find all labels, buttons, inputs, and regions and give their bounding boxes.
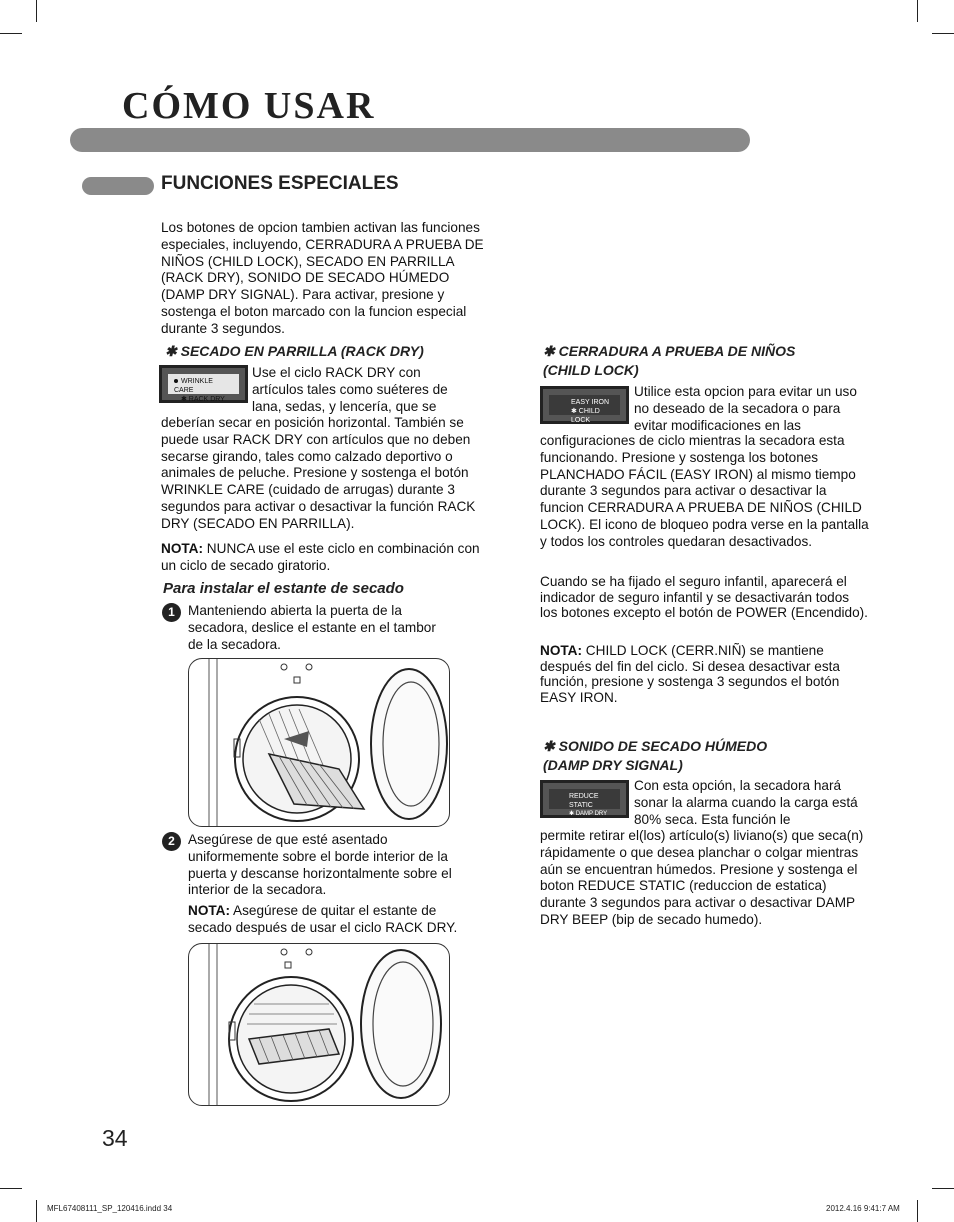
crop-mark: [917, 0, 918, 22]
install-heading: Para instalar el estante de secado: [163, 580, 404, 597]
section-title: FUNCIONES ESPECIALES: [161, 173, 399, 194]
child-lock-note: [540, 643, 870, 705]
note-text: Asegúrese de quitar el estante de secado después de usar el ciclo RACK DRY.: [188, 903, 458, 935]
page-title: CÓMO USAR: [122, 85, 376, 127]
crop-mark: [932, 1188, 954, 1189]
page-number: 34: [102, 1125, 128, 1151]
child-lock-heading-line2: (CHILD LOCK): [543, 362, 639, 378]
crop-mark: [0, 33, 22, 34]
easy-iron-panel-image: [540, 386, 629, 424]
rack-dry-heading: ✱ SECADO EN PARRILLA (RACK DRY): [165, 343, 424, 359]
note-label: NOTA:: [188, 903, 231, 918]
crop-mark: [932, 33, 954, 34]
child-lock-heading: [543, 342, 873, 380]
dryer-rack-illustration-1: [188, 658, 450, 827]
header-bar: [70, 128, 750, 152]
rack-dry-note: [161, 541, 491, 575]
reduce-static-panel-image: [540, 780, 629, 826]
panel-sublabel: ✱ CHILD LOCK: [571, 408, 600, 424]
install-note: [188, 903, 480, 937]
note-label: NOTA:: [161, 541, 204, 556]
note-text: NUNCA use el este ciclo en combinación con un ciclo de secado giratorio.: [161, 541, 480, 573]
intro-paragraph: Los botones de opcion tambien activan las funciones especiales, incluyendo, CERRADURA A PRUEBA DE NIÑOS (CHILD LOCK), SECADO EN PARRILLA (RACK DRY), SONIDO DE SECADO HÚMEDO (DAMP DRY SIGNAL). Para activar, presione y sostenga el boton marcado con la funcion especial durante 3 segundos.: [161, 220, 484, 336]
step-1-text: Manteniendo abierta la puerta de la secadora, deslice el estante en el tambor de la secadora.: [188, 603, 436, 652]
damp-dry-text: Con esta opción, la secadora hará sonar la alarma cuando la carga está 80% seca. Esta función le: [634, 778, 858, 827]
panel-label: WRINKLE CARE: [174, 378, 213, 394]
panel-label: EASY IRON: [571, 399, 609, 406]
dryer-rack-illustration-2: [188, 943, 450, 1106]
panel-sublabel: ✱ DAMP DRY SIGNAL: [569, 811, 608, 826]
step-2-text: Asegúrese de que esté asentado uniformemente sobre el borde interior de la puerta y descanse horizontalmente sobre el interior de la secadora.: [188, 832, 452, 898]
note-text: CHILD LOCK (CERR.NIÑ) se mantiene después del fin del ciclo. Si desea desactivar esta función, presione y sostenga 3 segundos el botón EASY IRON.: [540, 643, 840, 705]
child-lock-text-cont: configuraciones de ciclo mientras la secadora esta funcionando. Presione y sostenga los botones PLANCHADO FÁCIL (EASY IRON) al mismo tiempo durante 3 segundos para activar o desactivar la funcion CERRADURA A PRUEBA DE NIÑOS (CHILD LOCK). El icono de bloqueo podra verse en la pantalla y todos los controles quedaran desactivados.: [540, 433, 869, 549]
rack-dry-text-cont: deberían secar en posición horizontal. También se puede usar RACK DRY con artículos que no deben secarse girando, tales como calzado deportivo o animales de peluche. Presione y sostenga el botón WRINKLE CARE (cuidado de arrugas) durante 3 segundos para activar o desactivar la función RACK DRY (SECADO EN PARRILLA).: [161, 415, 476, 531]
note-label: NOTA:: [540, 643, 583, 658]
step-1-badge: 1: [162, 603, 181, 622]
panel-label: REDUCE STATIC: [569, 793, 599, 809]
wrinkle-care-panel-image: [159, 365, 248, 403]
damp-dry-text-cont: permite retirar el(los) artículo(s) liviano(s) que seca(n) rápidamente o que desea planchar o colgar mientras aún se encuentran húmedos. Presione y sostenga el boton REDUCE STATIC (reduccion de estatica) durante 3 segundos para activar o desactivar DAMP DRY BEEP (bip de secado humedo).: [540, 828, 864, 927]
child-lock-para2: Cuando se ha fijado el seguro infantil, aparecerá el indicador de seguro infantil y se desactivarán todos los botones excepto el botón de POWER (Encendido).: [540, 574, 868, 620]
damp-dry-heading: [543, 737, 873, 775]
section-marker: [82, 177, 154, 195]
damp-dry-heading-line2: (DAMP DRY SIGNAL): [543, 757, 683, 773]
crop-mark: [917, 1200, 918, 1222]
panel-sublabel: ✱ RACK DRY: [181, 396, 225, 403]
crop-mark: [0, 1188, 22, 1189]
footer-timestamp: 2012.4.16 9:41:7 AM: [826, 1204, 900, 1213]
crop-mark: [36, 1200, 37, 1222]
rack-dry-text: Use el ciclo RACK DRY con artículos tales como suéteres de lana, sedas, y lencería, que se: [252, 365, 448, 414]
child-lock-heading-line1: ✱ CERRADURA A PRUEBA DE NIÑOS: [543, 343, 796, 359]
child-lock-text: Utilice esta opcion para evitar un uso no deseado de la secadora o para evitar modificaciones en las: [634, 384, 857, 433]
damp-dry-heading-line1: ✱ SONIDO DE SECADO HÚMEDO: [543, 738, 768, 754]
step-2-badge: 2: [162, 832, 181, 851]
crop-mark: [36, 0, 37, 22]
footer-file: MFL67408111_SP_120416.indd 34: [47, 1204, 173, 1213]
